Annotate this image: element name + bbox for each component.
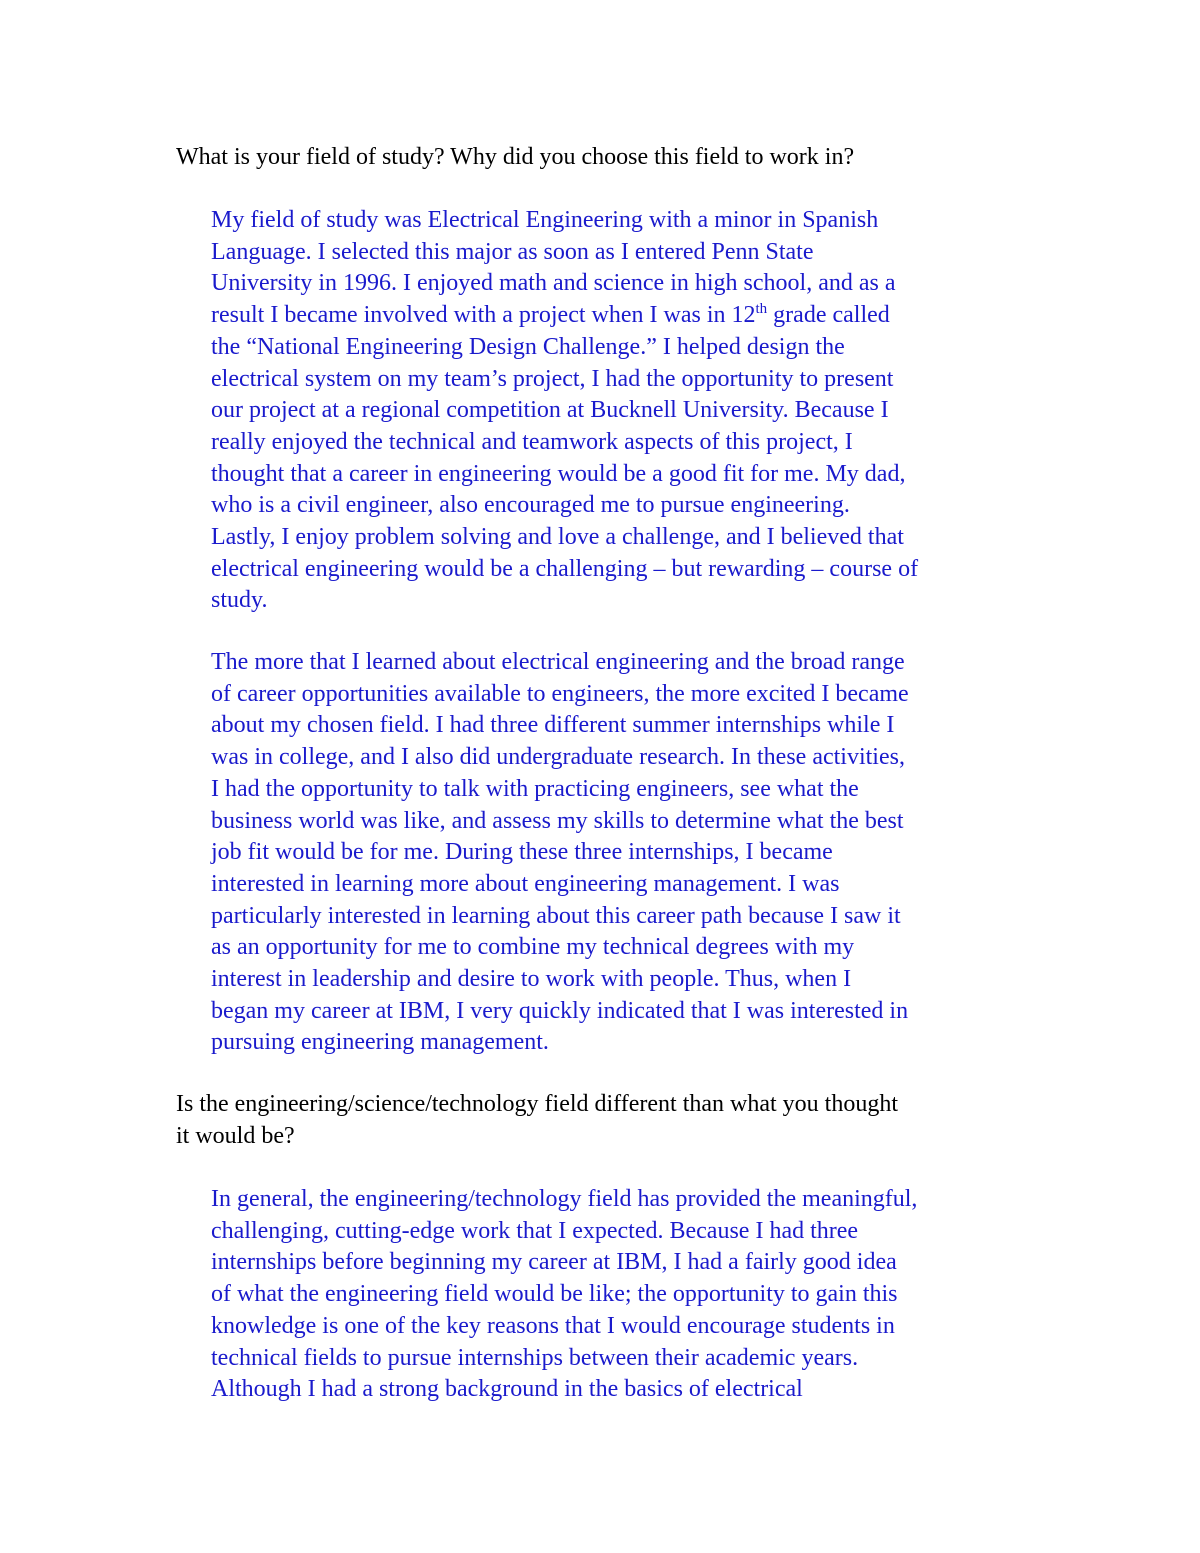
answer-line: our project at a regional competition at Bucknell University. Because I [211, 397, 889, 424]
answer-1-paragraph-2 [211, 647, 1041, 1059]
answer-line: Although I had a strong background in the basics of electrical [211, 1376, 803, 1403]
answer-line: of career opportunities available to engineers, the more excited I became [211, 680, 909, 707]
answer-line: internships before beginning my career at IBM, I had a fairly good idea [211, 1249, 897, 1276]
answer-line: I had the opportunity to talk with practicing engineers, see what the [211, 775, 859, 802]
question-2-line-2: it would be? [176, 1122, 295, 1149]
question-2 [176, 1089, 1026, 1152]
answer-line: who is a civil engineer, also encouraged me to pursue engineering. [211, 492, 850, 519]
answer-line: began my career at IBM, I very quickly indicated that I was interested in [211, 997, 909, 1024]
answer-2-paragraph-1 [211, 1184, 1041, 1406]
answer-line: job fit would be for me. During these three internships, I became [211, 839, 833, 866]
answer-line: was in college, and I also did undergraduate research. In these activities, [211, 744, 905, 771]
answer-line: particularly interested in learning about this career path because I saw it [211, 902, 901, 929]
ordinal-superscript: th [755, 301, 768, 318]
answer-line: The more that I learned about electrical engineering and the broad range [211, 649, 905, 675]
answer-line-with-superscript [211, 300, 1041, 332]
answer-line: Language. I selected this major as soon as I entered Penn State [211, 238, 814, 265]
answer-line: as an opportunity for me to combine my technical degrees with my [211, 934, 855, 961]
answer-line: electrical system on my team’s project, I had the opportunity to present [211, 365, 894, 392]
answer-line: technical fields to pursue internships between their academic years. [211, 1344, 859, 1371]
answer-line: challenging, cutting-edge work that I expected. Because I had three [211, 1217, 859, 1244]
answer-line: Lastly, I enjoy problem solving and love a challenge, and I believed that [211, 524, 904, 551]
answer-line: knowledge is one of the key reasons that I would encourage students in [211, 1312, 895, 1339]
answer-line: University in 1996. I enjoyed math and science in high school, and as a [211, 270, 896, 297]
question-2-line-1: Is the engineering/science/technology field different than what you thought [176, 1091, 899, 1117]
answer-line-head: result I became involved with a project when I was in 12 [211, 302, 756, 329]
answer-1-paragraph-1 [211, 205, 1041, 617]
answer-line: interested in learning more about engineering management. I was [211, 870, 840, 897]
answer-line: interest in leadership and desire to work with people. Thus, when I [211, 966, 852, 993]
question-1 [176, 142, 1026, 174]
answer-line: business world was like, and assess my skills to determine what the best [211, 807, 904, 834]
answer-line: In general, the engineering/technology field has provided the meaningful, [211, 1186, 918, 1212]
answer-line: pursuing engineering management. [211, 1029, 549, 1056]
answer-line: thought that a career in engineering would be a good fit for me. My dad, [211, 460, 906, 487]
answer-line: about my chosen field. I had three different summer internships while I [211, 712, 895, 739]
answer-line: study. [211, 587, 268, 614]
answer-line: the “National Engineering Design Challenge.” I helped design the [211, 333, 845, 360]
answer-line: My field of study was Electrical Engineering with a minor in Spanish [211, 207, 879, 233]
answer-line: really enjoyed the technical and teamwork aspects of this project, I [211, 428, 853, 455]
answer-line: of what the engineering field would be like; the opportunity to gain this [211, 1281, 898, 1308]
question-1-line-1: What is your field of study? Why did you choose this field to work in? [176, 144, 855, 170]
answer-line-tail: grade called [767, 302, 890, 329]
answer-line: electrical engineering would be a challenging – but rewarding – course of [211, 555, 919, 582]
